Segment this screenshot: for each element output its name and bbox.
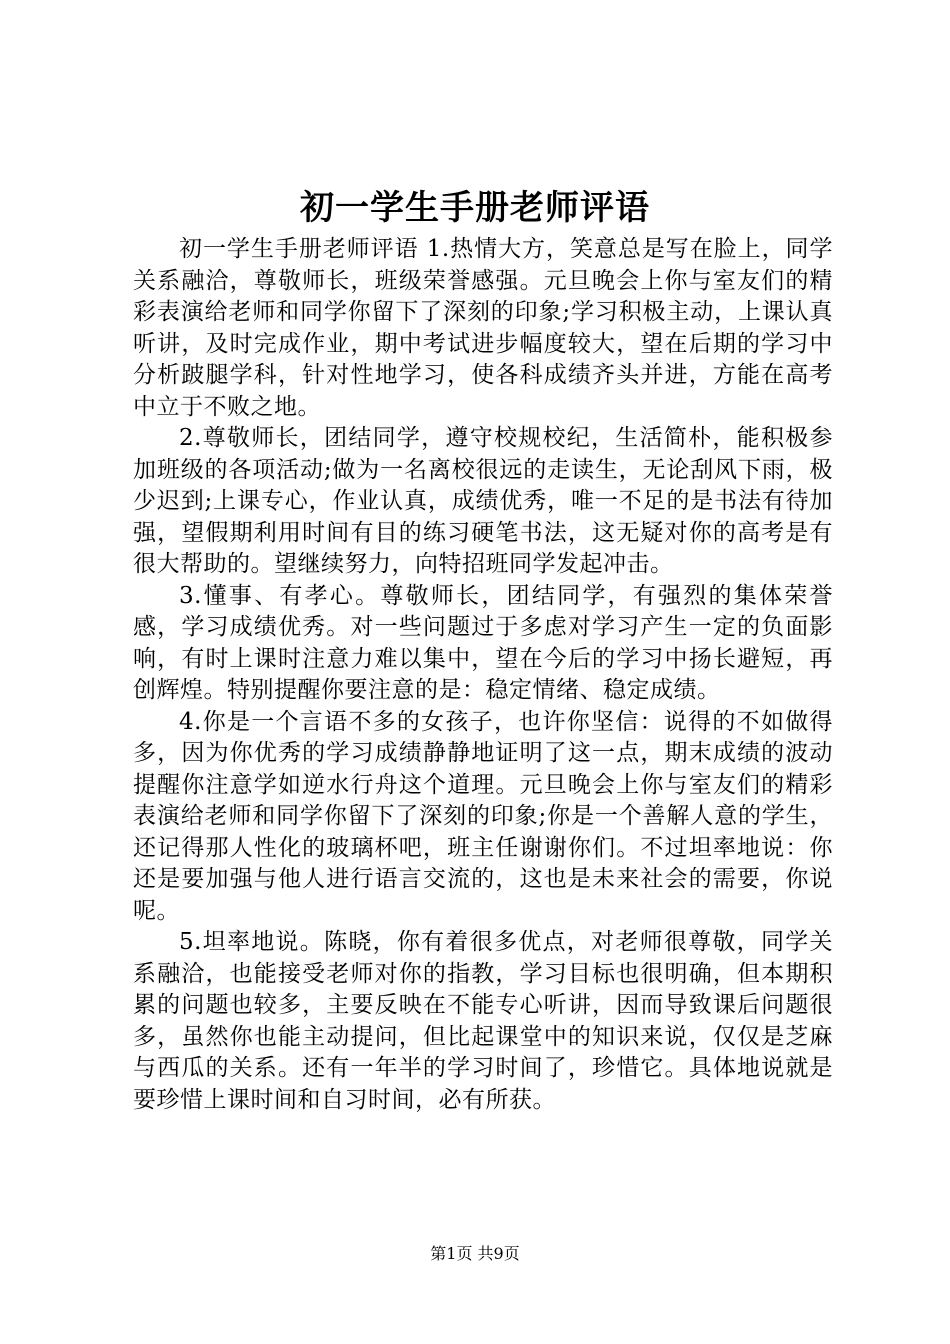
document-body: [133, 234, 833, 1116]
paragraph-5: 5.坦率地说。陈晓，你有着很多优点，对老师很尊敬，同学关系融洽，也能接受老师对你的指教，学习目标也很明确，但本期积累的问题也较多，主要反映在不能专心听讲，因而导致课后问题很多，虽然你也能主动提问，但比起课堂中的知识来说，仅仅是芝麻与西瓜的关系。还有一年半的学习时间了，珍惜它。具体地说就是要珍惜上课时间和自习时间，必有所获。: [133, 929, 833, 1113]
paragraph-4: 4.你是一个言语不多的女孩子，也许你坚信：说得的不如做得多，因为你优秀的学习成绩静静地证明了这一点，期末成绩的波动提醒你注意学如逆水行舟这个道理。元旦晚会上你与室友们的精彩表演给老师和同学你留下了深刻的印象;你是一个善解人意的学生，还记得那人性化的玻璃杯吧，班主任谢谢你们。不过坦率地说：你还是要加强与他人进行语言交流的，这也是未来社会的需要，你说呢。: [133, 708, 833, 924]
paragraph-2: 2.尊敬师长，团结同学，遵守校规校纪，生活简朴，能积极参加班级的各项活动;做为一名离校很远的走读生，无论刮风下雨，极少迟到;上课专心，作业认真，成绩优秀，唯一不足的是书法有待加强，望假期利用时间有目的练习硬笔书法，这无疑对你的高考是有很大帮助的。望继续努力，向特招班同学发起冲击。: [133, 425, 833, 577]
page-footer: 第1页 共9页: [430, 1244, 520, 1263]
document-title: 初一学生手册老师评语: [300, 188, 650, 228]
paragraph-1: 初一学生手册老师评语 1.热情大方，笑意总是写在脸上，同学关系融洽，尊敬师长，班级荣誉感强。元旦晚会上你与室友们的精彩表演给老师和同学你留下了深刻的印象;学习积极主动，上课认真听讲，及时完成作业，期中考试进步幅度较大，望在后期的学习中分析跛腿学科，针对性地学习，使各科成绩齐头并进，方能在高考中立于不败之地。: [133, 236, 833, 420]
paragraph-3: 3.懂事、有孝心。尊敬师长，团结同学，有强烈的集体荣誉感，学习成绩优秀。对一些问题过于多虑对学习产生一定的负面影响，有时上课时注意力难以集中，望在今后的学习中扬长避短，再创辉煌。特别提醒你要注意的是：稳定情绪、稳定成绩。: [133, 582, 833, 703]
